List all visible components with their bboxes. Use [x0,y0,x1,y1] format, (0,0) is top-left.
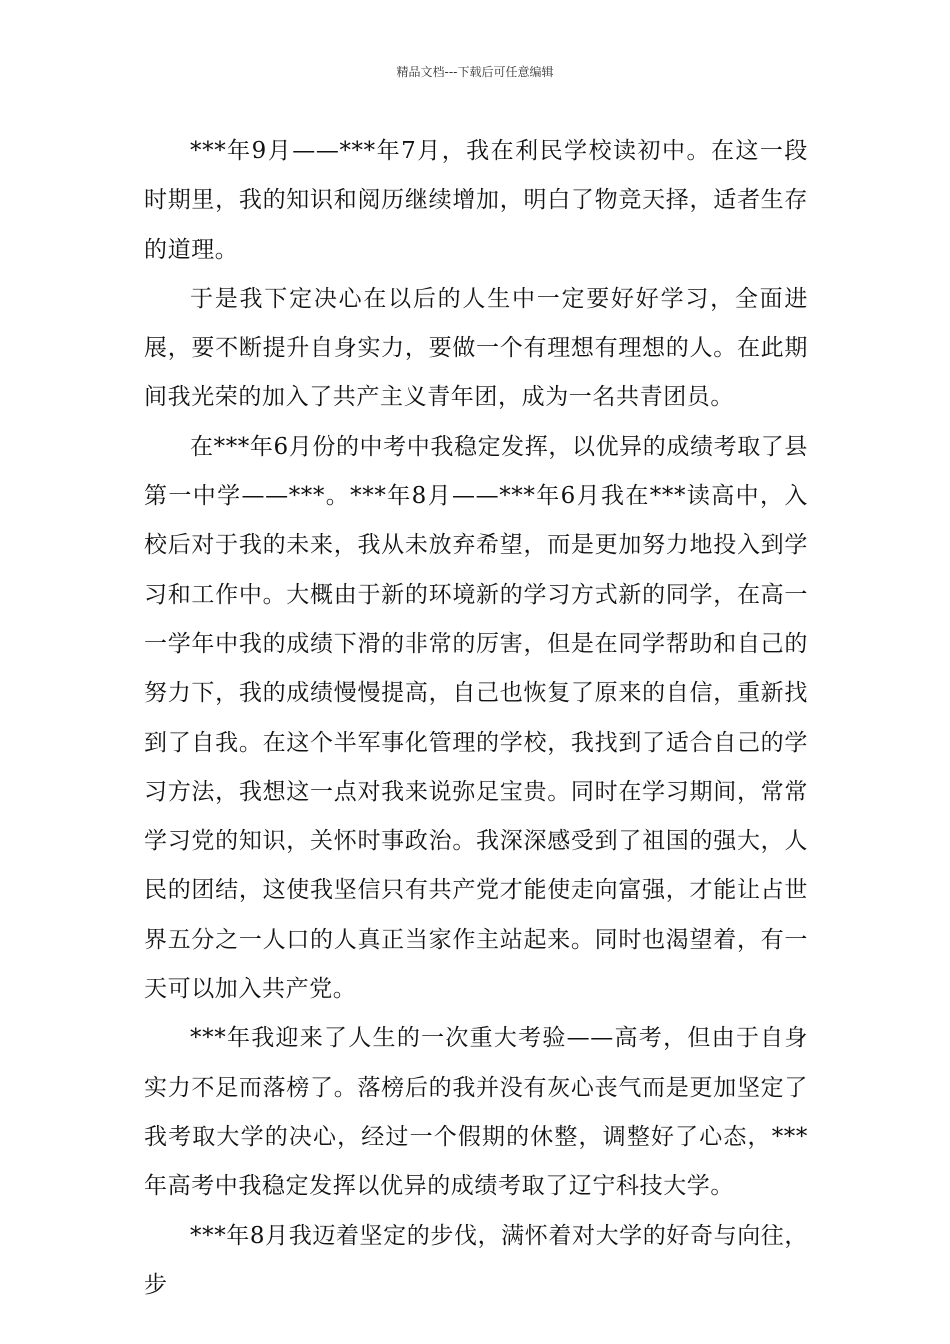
page-header: 精品文档---下载后可任意编辑 [396,65,554,79]
paragraph: ***年9月——***年7月，我在利民学校读初中。在这一段时期里，我的知识和阅历继续增加，明白了物竞天择，适者生存的道理。 [144,138,808,263]
paragraph: 在***年6月份的中考中我稳定发挥，以优异的成绩考取了县第一中学——***。***年8月——***年6月我在***读高中，入校后对于我的未来，我从未放弃希望，而是更加努力地投入到学习和工作中。大概由于新的环境新的学习方式新的同学，在高一一学年中我的成绩下滑的非常的厉害，但是在同学帮助和自己的努力下，我的成绩慢慢提高，自己也恢复了原来的自信，重新找到了自我。在这个半军事化管理的学校，我找到了适合自己的学习方法，我想这一点对我来说弥足宝贵。同时在学习期间，常常学习党的知识，关怀时事政治。我深深感受到了祖国的强大，人民的团结，这使我坚信只有共产党才能使走向富强，才能让占世界五分之一人口的人真正当家作主站起来。同时也渴望着，有一天可以加入共产党。 [144,433,808,1003]
paragraph: ***年8月我迈着坚定的步伐，满怀着对大学的好奇与向往，步 [144,1222,808,1298]
paragraph: ***年我迎来了人生的一次重大考验——高考，但由于自身实力不足而落榜了。落榜后的我并没有灰心丧气而是更加坚定了我考取大学的决心，经过一个假期的休整，调整好了心态，***年高考中我稳定发挥以优异的成绩考取了辽宁科技大学。 [144,1025,808,1200]
document-body [144,127,808,1310]
paragraph: 于是我下定决心在以后的人生中一定要好好学习，全面进展，要不断提升自身实力，要做一个有理想有理想的人。在此期间我光荣的加入了共产主义青年团，成为一名共青团员。 [144,285,808,411]
